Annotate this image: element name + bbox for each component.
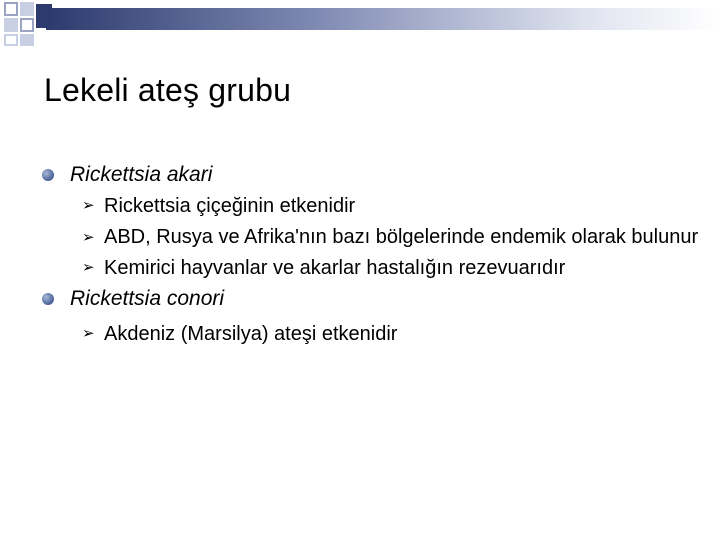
list-item <box>42 222 702 252</box>
list-item-text: Kemirici hayvanlar ve akarlar hastalığın rezevuarıdır <box>104 257 566 279</box>
list-item-text: Akdeniz (Marsilya) ateşi etkenidir <box>104 323 398 345</box>
section-heading <box>42 284 702 314</box>
arrow-bullet-icon: ➢ <box>82 197 95 214</box>
round-bullet-icon <box>42 293 54 305</box>
deco-square <box>4 18 18 32</box>
arrow-bullet-icon: ➢ <box>82 325 95 342</box>
round-bullet-icon <box>42 169 54 181</box>
list-item <box>42 190 702 222</box>
list-item-text: Rickettsia çiçeğinin etkenidir <box>104 195 356 217</box>
slide-content <box>42 160 702 350</box>
list-item <box>42 252 702 284</box>
section-heading-text: Rickettsia conori <box>70 287 225 310</box>
header-gradient-band <box>46 8 720 30</box>
arrow-bullet-icon: ➢ <box>82 259 95 276</box>
deco-square <box>4 2 18 16</box>
section-heading-text: Rickettsia akari <box>70 163 213 186</box>
list-item <box>42 318 702 350</box>
deco-square <box>4 34 18 46</box>
slide-title: Lekeli ateş grubu <box>44 72 292 108</box>
deco-square <box>20 34 34 46</box>
deco-square <box>20 2 34 16</box>
arrow-bullet-icon: ➢ <box>82 229 95 246</box>
deco-square <box>20 18 34 32</box>
deco-square <box>36 4 52 28</box>
decorative-header <box>0 0 720 50</box>
section-heading <box>42 160 702 190</box>
list-item-text: ABD, Rusya ve Afrika'nın bazı bölgelerinde endemik olarak bulunur <box>104 226 699 248</box>
